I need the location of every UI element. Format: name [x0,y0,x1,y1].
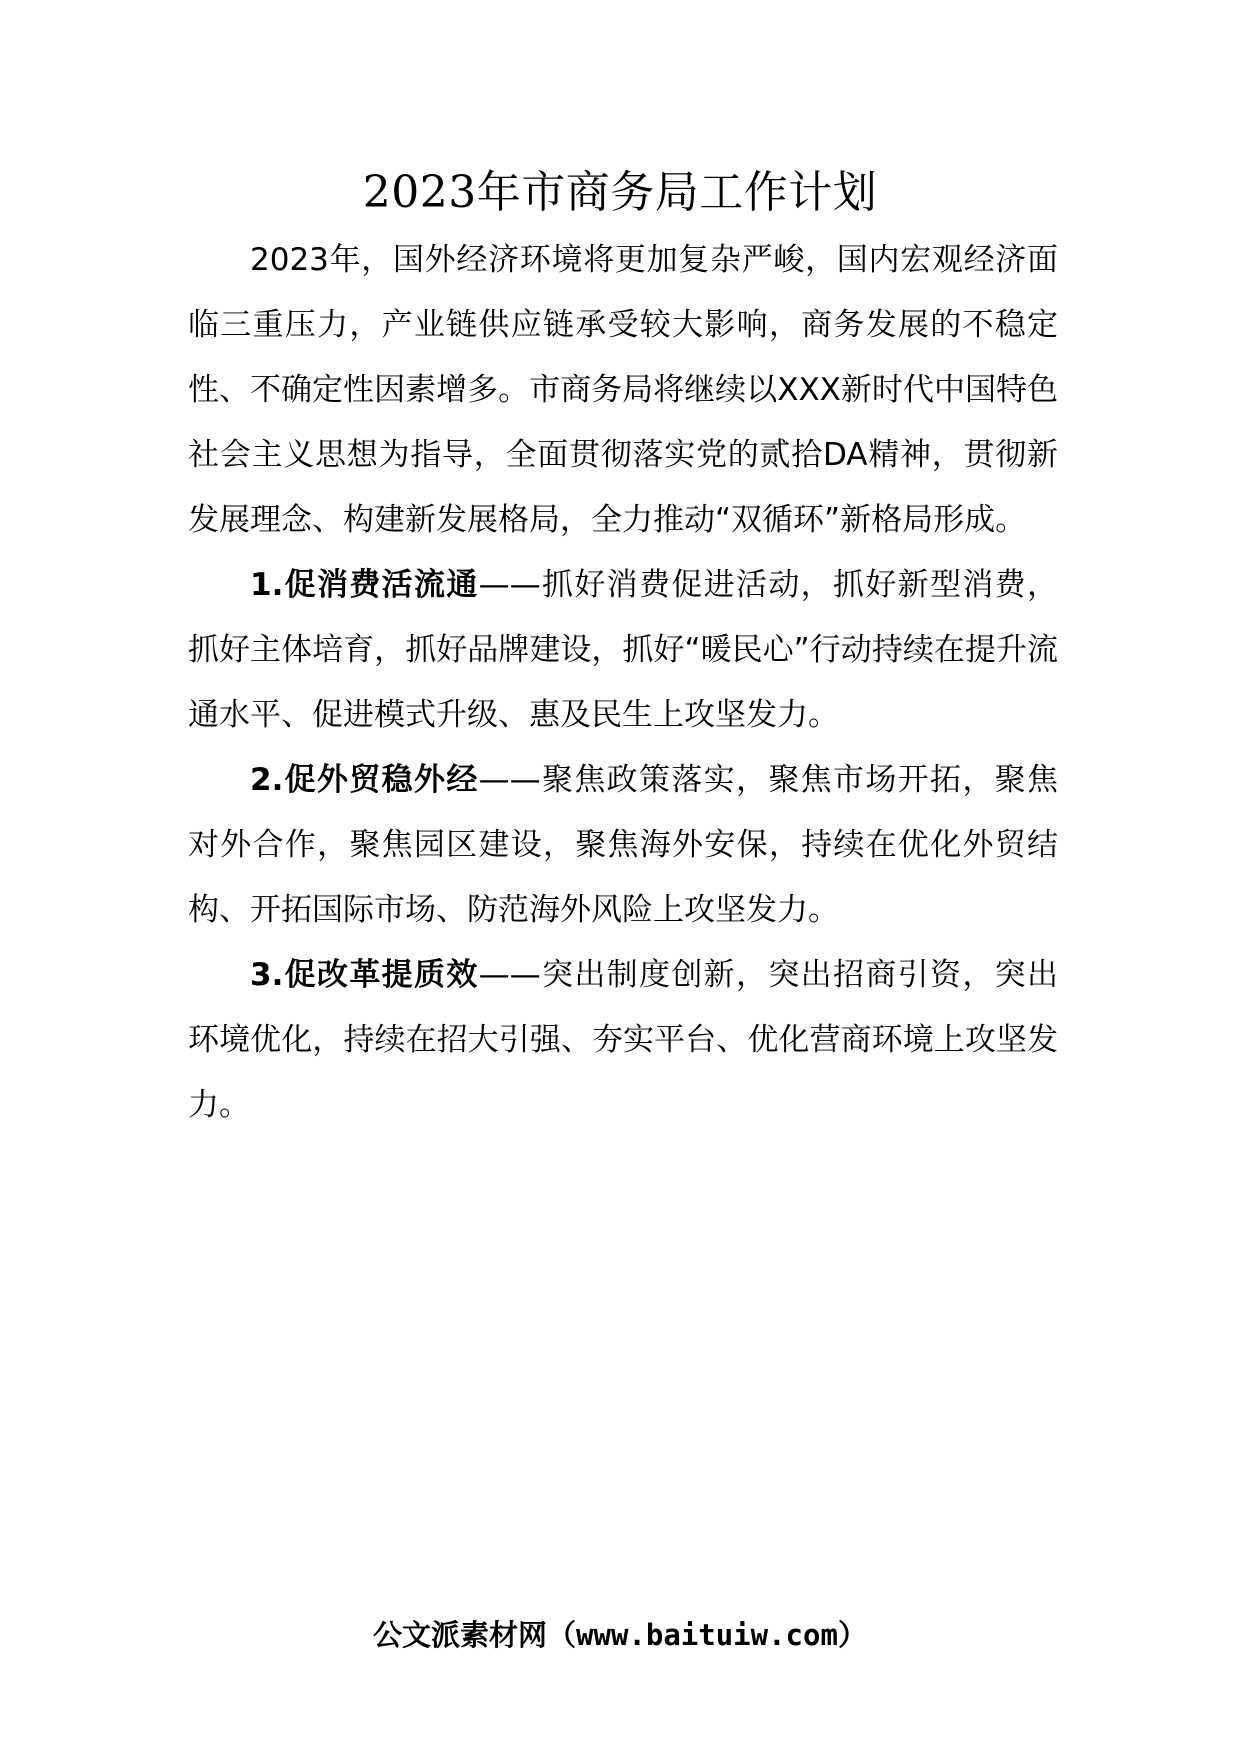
section-heading-1: 1.促消费活流通 [250,567,479,603]
section-paragraph-3 [188,943,1058,1138]
section-paragraph-1 [188,553,1058,748]
section-heading-2: 2.促外贸稳外经 [250,762,479,798]
section-heading-3: 3.促改革提质效 [250,957,479,993]
document-body [188,228,1058,1138]
section-paragraph-2 [188,748,1058,943]
footer-watermark [0,1610,1240,1660]
footer-url: （www.baituiw.com） [547,1618,867,1652]
intro-paragraph: 2023年，国外经济环境将更加复杂严峻，国内宏观经济面临三重压力，产业链供应链承受较大影响，商务发展的不稳定性、不确定性因素增多。市商务局将继续以XXX新时代中国特色社会主义思想为指导，全面贯彻落实党的贰拾DA精神，贯彻新发展理念、构建新发展格局，全力推动“双循环”新格局形成。 [188,242,1058,538]
section-text-3: ——突出制度创新，突出招商引资，突出环境优化，持续在招大引强、夯实平台、优化营商环境上攻坚发力。 [188,957,1058,1123]
section-text-2: ——聚焦政策落实，聚焦市场开拓，聚焦对外合作，聚焦园区建设，聚焦海外安保，持续在优化外贸结构、开拓国际市场、防范海外风险上攻坚发力。 [188,762,1058,928]
footer-site-name: 公文派素材网 [373,1618,548,1652]
document-title: 2023年市商务局工作计划 [362,167,878,218]
section-text-1: ——抓好消费促进活动，抓好新型消费，抓好主体培育，抓好品牌建设，抓好“暖民心”行动持续在提升流通水平、促进模式升级、惠及民生上攻坚发力。 [188,567,1058,733]
